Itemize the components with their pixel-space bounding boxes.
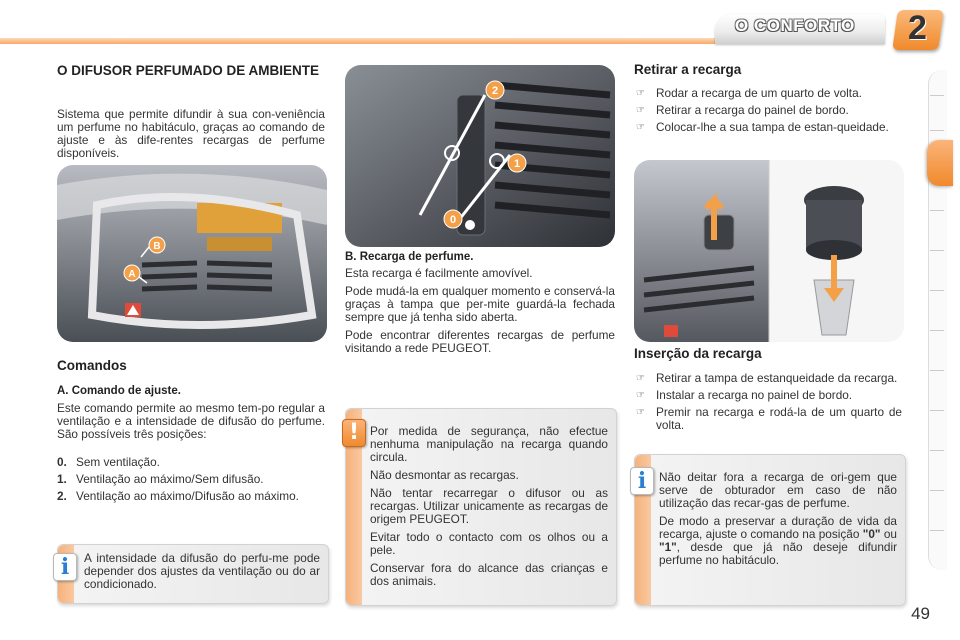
- chapter-tab-2[interactable]: [930, 130, 944, 131]
- insert-steps: [634, 372, 902, 436]
- command-a-title: A. Comando de ajuste.: [57, 385, 181, 397]
- chapter-tab-1[interactable]: [930, 95, 944, 96]
- warning-note: [345, 408, 617, 606]
- remove-title: Retirar a recarga: [634, 62, 742, 77]
- chapter-number: 2: [908, 9, 927, 47]
- pointing-hand-icon: ☞: [636, 407, 645, 418]
- section-title: O DIFUSOR PERFUMADO DE AMBIENTE: [57, 63, 320, 78]
- refill-photo: [634, 160, 904, 342]
- list-item: 1. Ventilação ao máximo/Sem difusão.: [57, 472, 264, 486]
- info-icon: i: [630, 467, 654, 495]
- chapter-tab-8[interactable]: [930, 410, 944, 411]
- pointing-hand-icon: ☞: [636, 105, 645, 116]
- info-note-left: [57, 544, 329, 604]
- chapter-title: O CONFORTO: [735, 16, 855, 35]
- exclamation-icon: !: [342, 419, 366, 447]
- list-item: 2. Ventilação ao máximo/Difusão ao máximo.: [57, 489, 299, 503]
- list-item: ☞ Retirar a tampa de estanqueidade da recarga.: [636, 371, 898, 385]
- chapter-tab-5[interactable]: [930, 290, 944, 291]
- label-a: A: [128, 269, 136, 280]
- chapter-tab-7[interactable]: [930, 370, 944, 371]
- remove-steps: [634, 87, 902, 138]
- chapter-tab-10[interactable]: [930, 490, 944, 491]
- list-item: ☞ Instalar a recarga no painel de bordo.: [636, 388, 853, 402]
- command-a-text: Este comando permite ao mesmo tem-po regular a ventilação e a intensidade de difusão do perfume. São possíveis três posições:: [57, 401, 325, 441]
- list-item: 0. Sem ventilação.: [57, 455, 160, 469]
- info-note-right-text: Não deitar fora a recarga de ori-gem que serve de obturador em caso de não utilização das recar-gas de perfume. De modo a preservar a duração de vida da recarga, ajuste o comando na posição "0" ou "1", desde que já não deseje difundir perfume no habitáculo.: [659, 470, 897, 567]
- pointing-hand-icon: ☞: [636, 373, 645, 384]
- list-item: ☞ Retirar a recarga do painel de bordo.: [636, 103, 849, 117]
- chapter-tab-6[interactable]: [930, 330, 944, 331]
- list-item: ☞ Rodar a recarga de um quarto de volta.: [636, 86, 862, 100]
- page-number: 49: [911, 604, 930, 623]
- chapter-tab-9[interactable]: [930, 450, 944, 451]
- warning-text: Por medida de segurança, não efectue nenhuma manipulação na recarga quando circula. Não desmontar as recargas. Não tentar recarregar o difusor ou as recargas. Utilizar unicamente as recargas de origem PEUGEOT. Evitar todo o contacto com os olhos ou a pele. Conservar fora do alcance das crianças e dos animais.: [370, 424, 608, 588]
- intro-paragraph: Sistema que permite difundir à sua con-veniência um perfume no habitáculo, graças ao comando de ajuste e às dife-rentes recargas de perfume disponíveis.: [57, 107, 325, 160]
- info-note-right: [634, 454, 906, 606]
- label-1: 1: [513, 158, 521, 170]
- chapter-tab-3[interactable]: [930, 210, 944, 211]
- recarga-text: Esta recarga é facilmente amovível. Pode mudá-la em qualquer momento e conservá-la graças à tampa que per-mite guardá-la fechada sempre que já tenha sido aberta. Pode encontrar diferentes recargas de perfume visitando a rede PEUGEOT.: [345, 266, 615, 355]
- info-icon: i: [53, 553, 77, 581]
- label-2: 2: [491, 85, 499, 97]
- commands-title: Comandos: [57, 358, 127, 373]
- dashboard-photo: [57, 165, 327, 342]
- chapter-tab-4[interactable]: [930, 250, 944, 251]
- info-note-text: A intensidade da difusão do perfu-me pode depender dos ajustes da ventilação ou do ar condicionado.: [84, 551, 320, 591]
- pointing-hand-icon: ☞: [636, 390, 645, 401]
- label-b: B: [153, 241, 161, 252]
- chapter-tab-active[interactable]: [927, 140, 953, 186]
- label-0: 0: [449, 214, 457, 226]
- recarga-title: B. Recarga de perfume.: [345, 251, 474, 263]
- chapter-tab-11[interactable]: [930, 530, 944, 531]
- positions-list: [57, 456, 325, 507]
- list-item: ☞ Premir na recarga e rodá-la de um quarto de volta.: [636, 405, 902, 432]
- pointing-hand-icon: ☞: [636, 122, 645, 133]
- list-item: ☞ Colocar-lhe a sua tampa de estan-queidade.: [636, 120, 889, 134]
- diffuser-photo: [345, 65, 615, 247]
- pointing-hand-icon: ☞: [636, 88, 645, 99]
- insert-title: Inserção da recarga: [634, 346, 762, 361]
